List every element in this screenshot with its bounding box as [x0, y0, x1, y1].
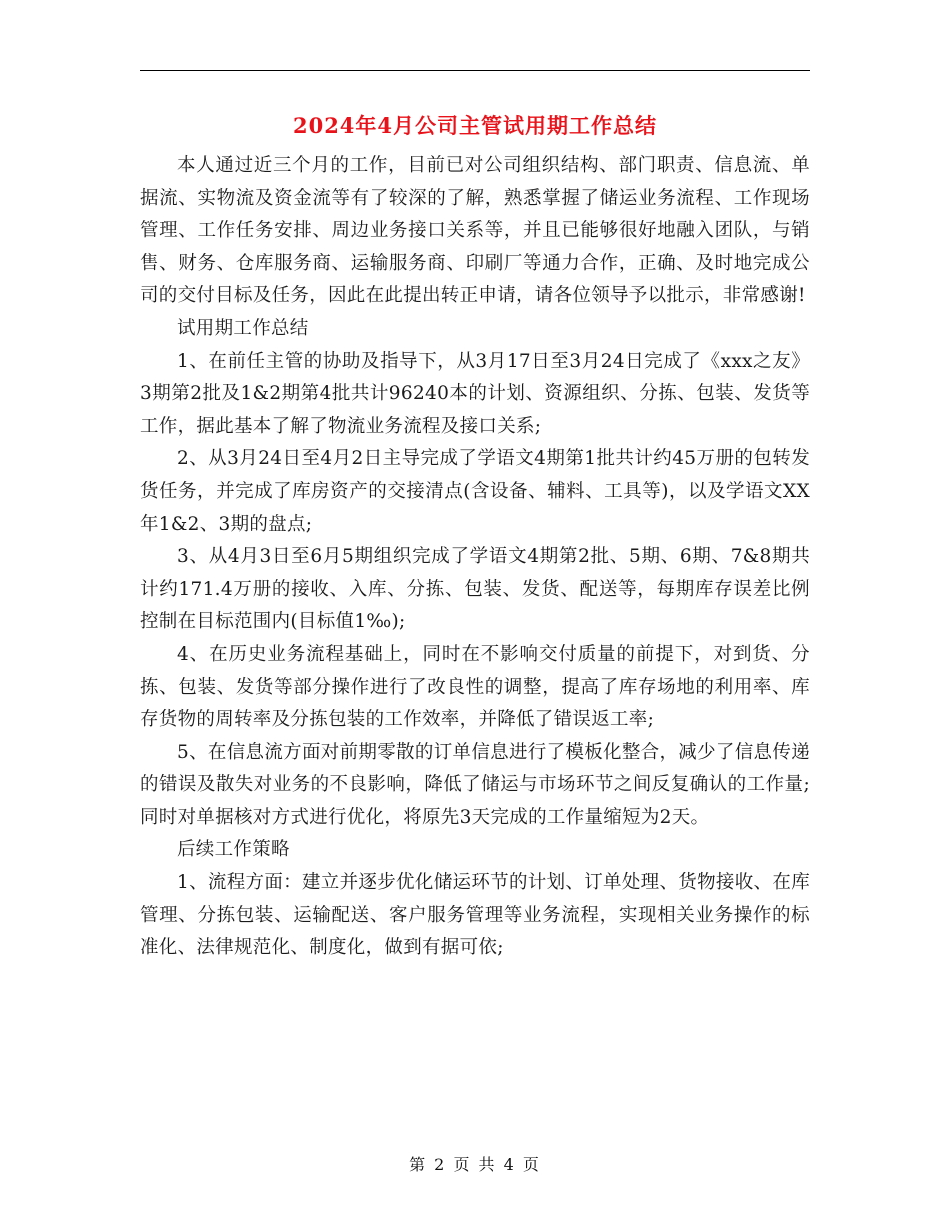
paragraph-item-3: 3、从4月3日至6月5期组织完成了学语文4期第2批、5期、6期、7&8期共计约171.4万册的接收、入库、分拣、包装、发货、配送等，每期库存误差比例控制在目标范围内(目标值1‰); — [140, 546, 810, 633]
paragraph-item-4: 4、在历史业务流程基础上，同时在不影响交付质量的前提下，对到货、分拣、包装、发货等部分操作进行了改良性的调整，提高了库存场地的利用率、库存货物的周转率及分拣包装的工作效率，并降低了错误返工率; — [140, 643, 810, 731]
section-heading-follow-up-strategy: 后续工作策略 — [177, 839, 290, 861]
paragraph-strategy-1: 1、流程方面：建立并逐步优化储运环节的计划、订单处理、货物接收、在库管理、分拣包装、运输配送、客户服务管理等业务流程，实现相关业务操作的标准化、法律规范化、制度化，做到有据可依; — [140, 872, 810, 959]
page-number-footer: 第 2 页 共 4 页 — [409, 1155, 541, 1174]
document-title: 2024年4月公司主管试用期工作总结 — [292, 113, 658, 138]
paragraph-item-1: 1、在前任主管的协助及指导下，从3月17日至3月24日完成了《xxx之友》3期第2批及1&2期第4批共计96240本的计划、资源组织、分拣、包装、发货等工作，据此基本了解了物流业务流程及接口关系; — [140, 350, 810, 437]
paragraph-intro: 本人通过近三个月的工作，目前已对公司组织结构、部门职责、信息流、单据流、实物流及资金流等有了较深的了解，熟悉掌握了储运业务流程、工作现场管理、工作任务安排、周边业务接口关系等，并且已能够很好地融入团队，与销售、财务、仓库服务商、运输服务商、印刷厂等通力合作，正确、及时地完成公司的交付目标及任务，因此在此提出转正申请，请各位领导予以批示，非常感谢! — [140, 155, 810, 307]
header-rule — [140, 70, 810, 71]
paragraph-item-5: 5、在信息流方面对前期零散的订单信息进行了模板化整合，减少了信息传递的错误及散失对业务的不良影响，降低了储运与市场环节之间反复确认的工作量;同时对单据核对方式进行优化，将原先3天完成的工作量缩短为2天。 — [140, 741, 810, 828]
paragraph-item-2: 2、从3月24日至4月2日主导完成了学语文4期第1批共计约45万册的包转发货任务，并完成了库房资产的交接清点(含设备、辅料、工具等)，以及学语文XX年1&2、3期的盘点; — [140, 448, 810, 535]
document-body — [140, 150, 810, 965]
section-heading-probation-summary: 试用期工作总结 — [177, 317, 309, 339]
